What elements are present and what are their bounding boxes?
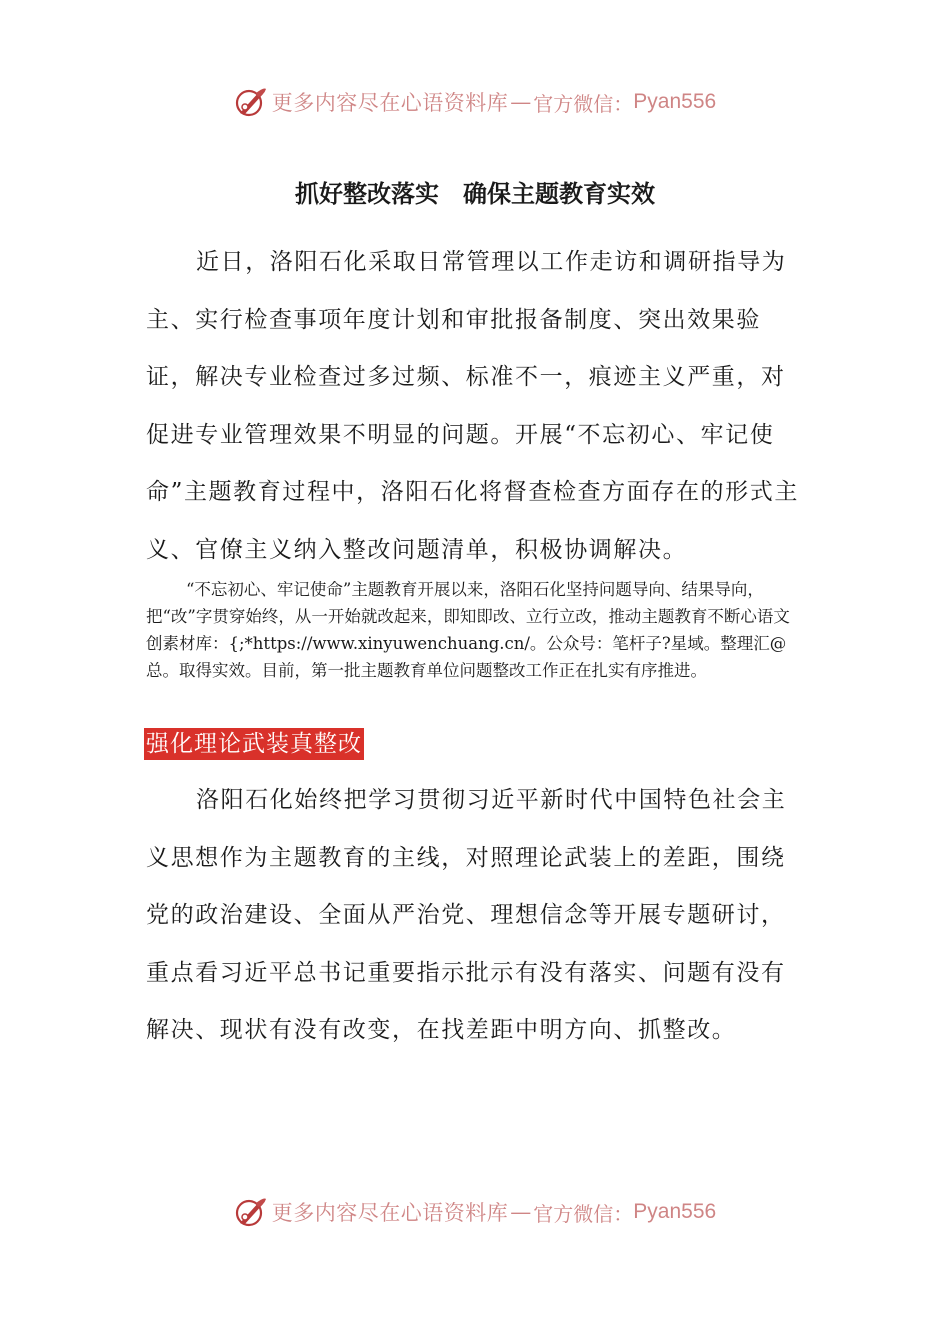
banner-dash: — xyxy=(510,90,532,114)
banner-wechat-id: Pyan556 xyxy=(633,1200,717,1223)
banner-text: 更多内容尽在心语资料库 xyxy=(271,91,509,115)
quill-logo-icon xyxy=(234,1195,268,1229)
banner-wechat-label: 官方微信： xyxy=(533,91,634,116)
quill-logo-icon xyxy=(234,85,268,119)
footer-banner xyxy=(0,1192,950,1232)
intro-paragraph: 近日，洛阳石化采取日常管理以工作走访和调研指导为主、实行检查事项年度计划和审批报备制度、突出效果验证，解决专业检查过多过频、标准不一，痕迹主义严重，对促进专业管理效果不明显的问题。开展“不忘初心、牢记使命”主题教育过程中，洛阳石化将督查检查方面存在的形式主义、官僚主义纳入整改问题清单，积极协调解决。 xyxy=(146,249,799,563)
banner-wechat-label: 官方微信： xyxy=(533,1201,634,1226)
banner-text: 更多内容尽在心语资料库 xyxy=(271,1201,509,1225)
section-body-paragraph: 洛阳石化始终把学习贯彻习近平新时代中国特色社会主义思想作为主题教育的主线，对照理论武装上的差距，围绕党的政治建设、全面从严治党、理想信念等开展专题研讨，重点看习近平总书记重要指示批示有没有落实、问题有没有解决、现状有没有改变，在找差距中明方向、抓整改。 xyxy=(146,787,787,1043)
small-paragraph: “不忘初心、牢记使命”主题教育开展以来，洛阳石化坚持问题导向、结果导向，把“改”字贯穿始终，从一开始就改起来，即知即改、立行立改，推动主题教育不断心语文创素材库：{;*https://www.xinyuwenchuang.cn/。公众号：笔杆子?星域。整理汇@总。取得实效。目前，第一批主题教育单位问题整改工作正在扎实有序推进。 xyxy=(146,580,790,680)
banner-dash: — xyxy=(510,1200,532,1224)
header-banner xyxy=(0,82,950,122)
banner-wechat-id: Pyan556 xyxy=(633,90,717,113)
article-title: 抓好整改落实 确保主题教育实效 xyxy=(295,179,655,208)
section-heading: 强化理论武装真整改 xyxy=(144,728,364,760)
